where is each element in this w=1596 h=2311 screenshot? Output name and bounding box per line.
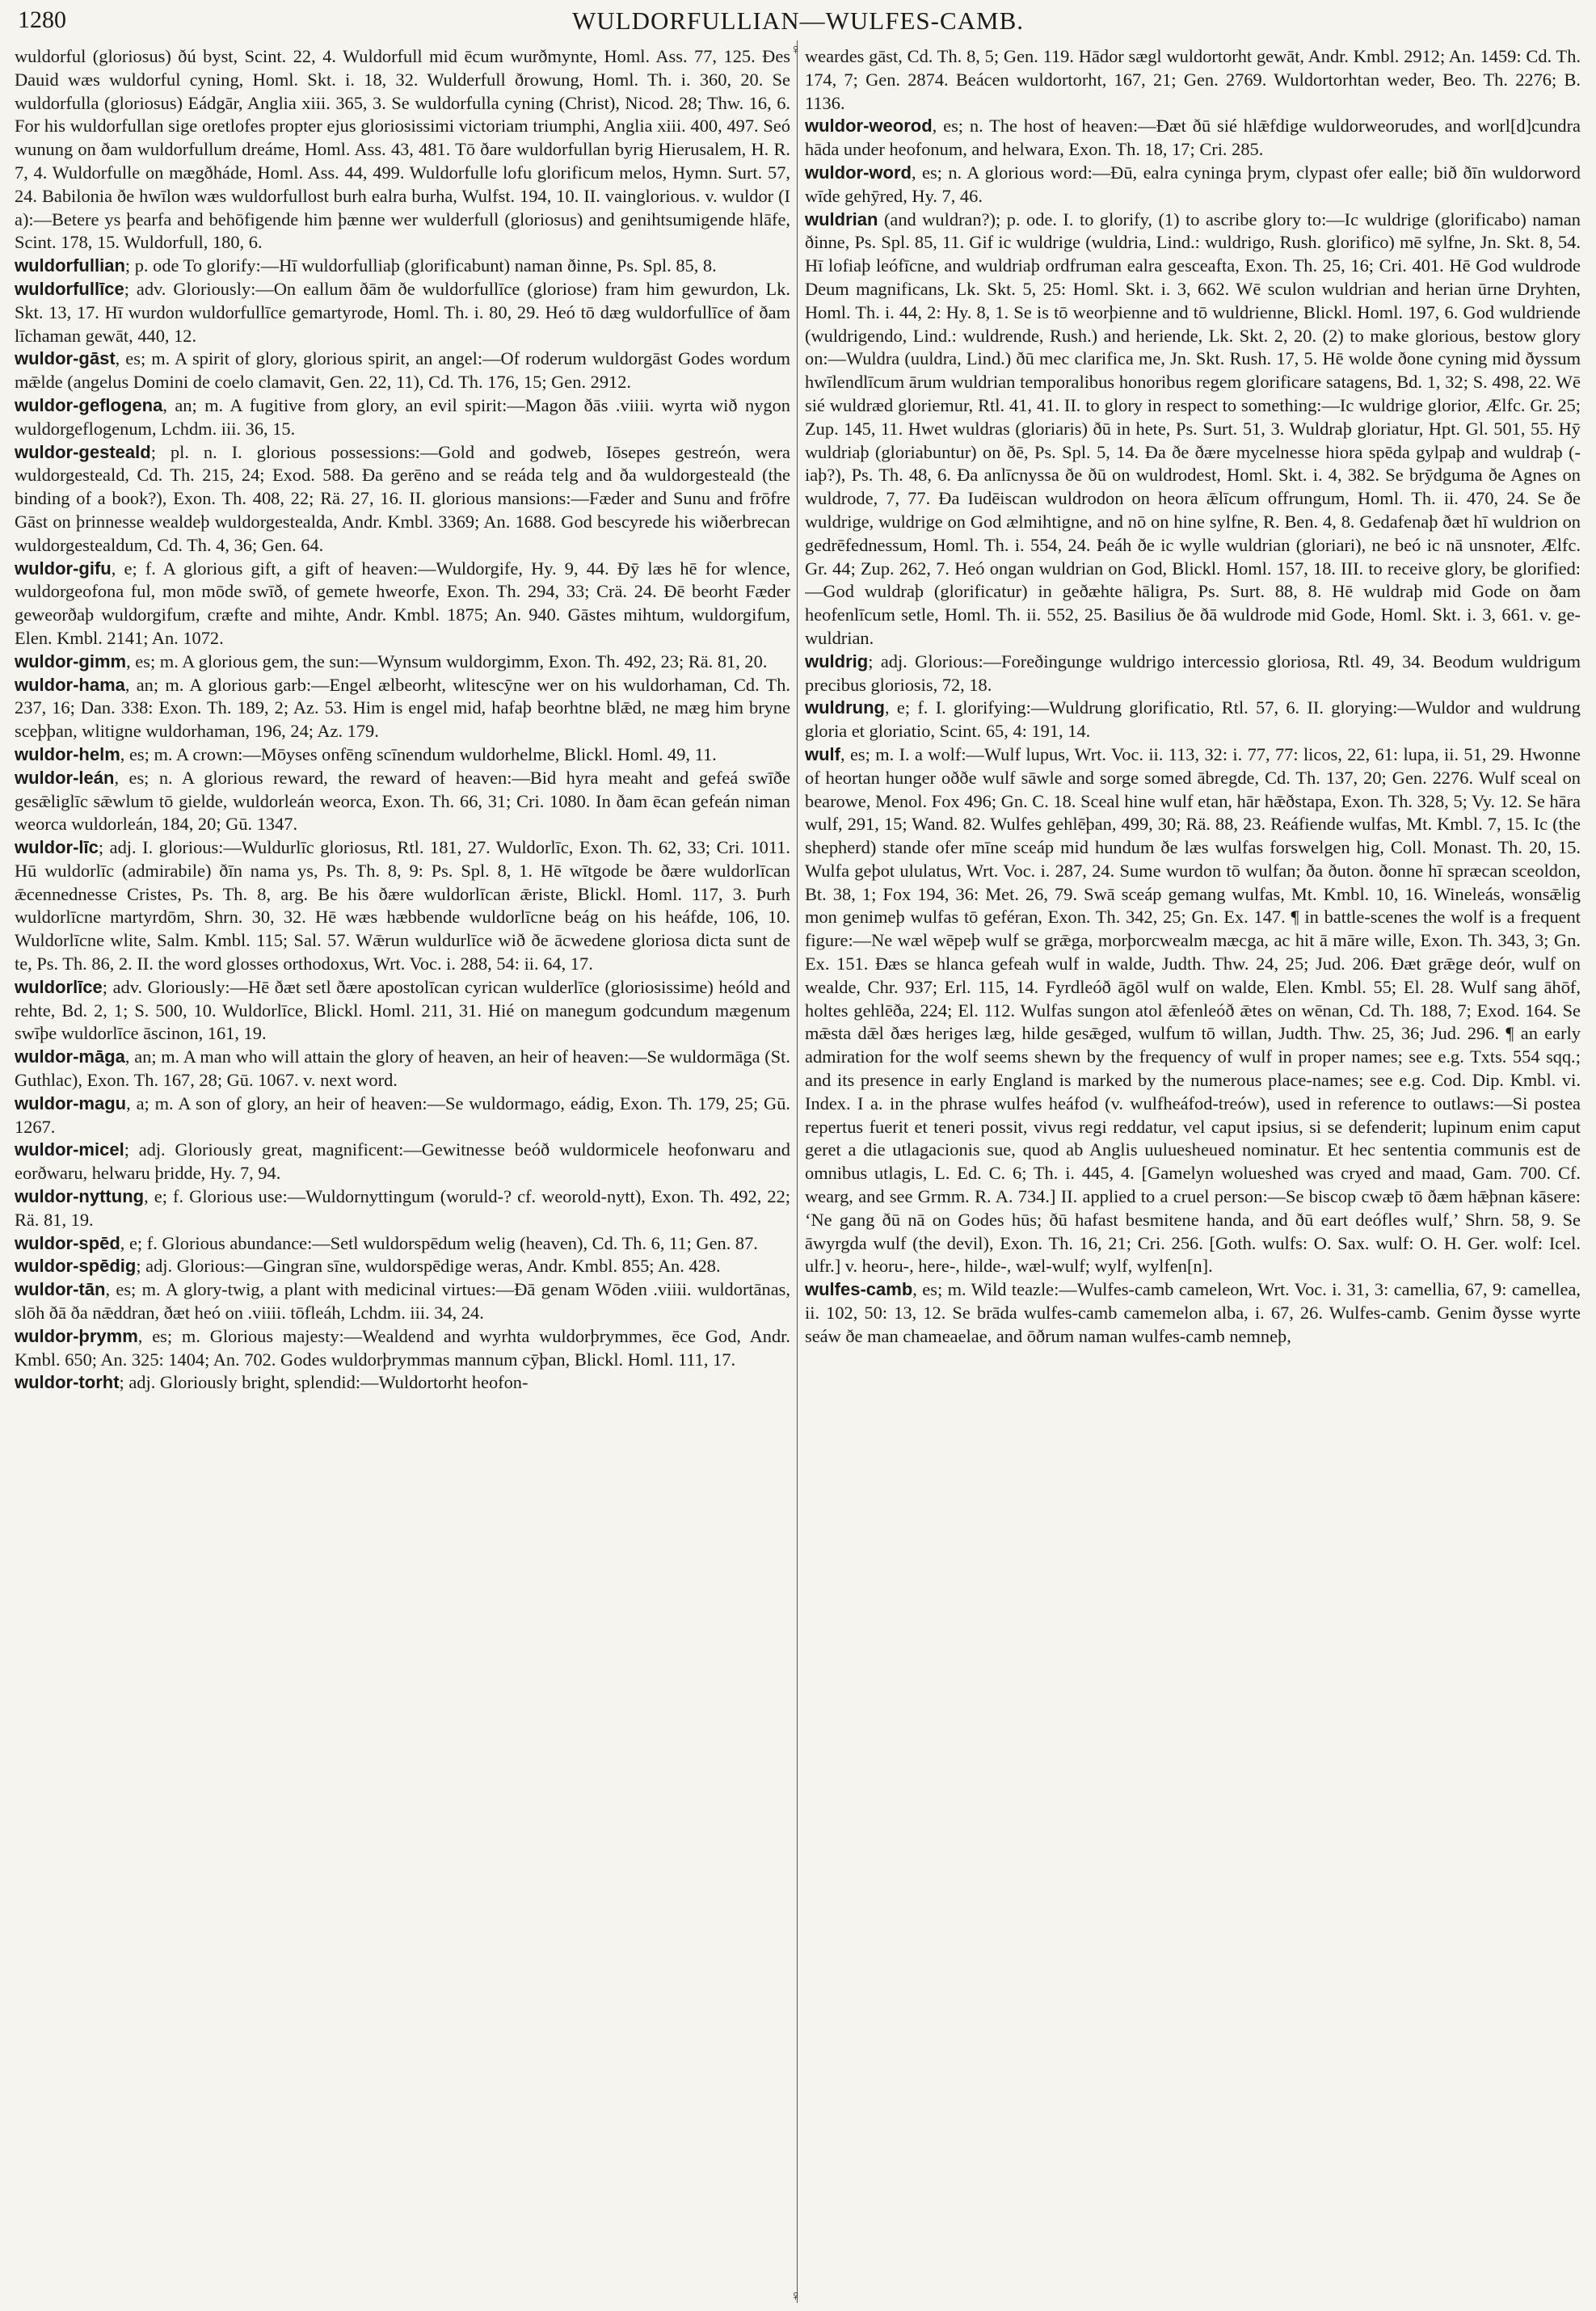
entry-headword: wuldor-word	[805, 162, 912, 183]
entry-body: weardes gāst, Cd. Th. 8, 5; Gen. 119. Hādor sægl wuldortorht gewāt, Andr. Kmbl. 2912; An. 1459: Cd. Th. 174, 7; Gen. 2874. Beácen wuldortorht, 167, 21; Gen. 2769. Wuldortorhtan weder, Beo. Th. 2276; B. 1136.	[805, 46, 1581, 113]
entry-body: ; adj. Glorious:—Foreðingunge wuldrigo intercessio gloriosa, Rtl. 49, 34. Beodum wuldrigum precibus gloriosis, 72, 18.	[805, 650, 1581, 695]
entry-body: , es; m. A glorious gem, the sun:—Wynsum wuldorgimm, Exon. Th. 492, 23; Rä. 81, 20.	[126, 650, 768, 671]
entry-headword: wuldor-þrymm	[15, 1325, 138, 1346]
left-entry	[15, 743, 790, 767]
entry-body: , es; m. A spirit of glory, glorious spirit, an angel:—Of roderum wuldorgāst Godes wordum mǣlde (angelus Domini de coelo clamavit, Gen. 22, 11), Cd. Th. 176, 15; Gen. 2912.	[15, 348, 790, 393]
entry-headword: wuldor-weorod	[805, 116, 933, 137]
entry-body: , es; m. Wild teazle:—Wulfes-camb cameleon, Wrt. Voc. i. 31, 3: camellia, 67, 9: camellea, ii. 102, 50: 13, 12. Se brāda wulfes-camb camemelon alba, i. 67, 26. Wulfes-camb. Genim ðysse wyrte seáw ðe man chameaelae, and ōðrum naman wulfes-camb nemneþ,	[805, 1279, 1581, 1346]
entry-headword: wuldor-gāst	[15, 348, 116, 369]
entry-body: ; pl. n. I. glorious possessions:—Gold and godweb, Iōsepes gestreón, wera wuldorgesteald, Cd. Th. 215, 24; Exod. 588. Ða gerēno and se reáda telg and ða wuldorgesteald (the binding of a book?), Exon. Th. 408, 22; Rä. 27, 16. II. glorious mansions:—Fæder and Sunu and frōfre Gāst on þrinnesse wealdeþ wuldorgestealda, Andr. Kmbl. 3369; An. 1688. God bescyrede his wiðerbrecan wuldorgestealdum, Cd. Th. 4, 36; Gen. 64.	[15, 441, 790, 555]
entry-body: wuldorful (gloriosus) ðú byst, Scint. 22, 4. Wuldorfull mid ēcum wurðmynte, Homl. Ass. 77, 125. Ðes Dauid wæs wuldorful cyning, Homl. Skt. i. 18, 32. Wulderfull ðrowung, Homl. Th. i. 360, 20. Se wuldorfulla (gloriosus) Eádgār, Anglia xiii. 365, 3. Se wuldorfulla cyning (Christ), Nicod. 28; Thw. 16, 6. For his wuldorfullan sige oretlofes propter ejus gloriosissimi victoriam triumphi, Anglia xiii. 400, 497. Seó wunung on ðam wuldorfullum dreáme, Homl. Ass. 43, 481. Tō ðare wuldorfullan byrig Hierusalem, H. R. 7, 4. Wuldorfulle on mægðháde, Homl. Ass. 44, 499. Wuldorfulle lofu glorificum melos, Hymn. Surt. 57, 24. Babilonia ðe hwīlon wæs wuldorfullost burh ealra burha, Wulfst. 194, 10. II. vaingloriοus. v. wuldor (I a):—Betere ys þearfa and behōfigende him þænne wer wulderfull (gloriosus) and genihtsumigende hlāfe, Scint. 178, 15. Wuldorfull, 180, 6.	[15, 46, 790, 253]
left-entry	[15, 441, 790, 558]
column-divider	[797, 40, 798, 2303]
left-entry	[15, 1371, 790, 1395]
right-entry	[805, 208, 1581, 650]
entry-headword: wuldor-spēd	[15, 1232, 120, 1253]
entry-headword: wuldrig	[805, 650, 869, 671]
running-header	[18, 6, 1578, 42]
entry-body: , es; n. A glorious word:—Ðū, ealra cyninga þrym, clypast ofer ealle; bið ðīn wuldorword wīde gehȳred, Hy. 7, 46.	[805, 162, 1581, 206]
entry-body: , an; m. A man who will attain the glory of heaven, an heir of heaven:—Se wuldormāga (St. Guthlac), Exon. Th. 167, 28; Gū. 1067. v. next word.	[15, 1046, 790, 1091]
entry-headword: wuldor-magu	[15, 1092, 127, 1113]
entry-headword: wuldor-geflogena	[15, 394, 163, 415]
right-entry	[805, 1278, 1581, 1348]
entry-headword: wuldor-helm	[15, 743, 120, 764]
right-column	[805, 45, 1581, 2300]
right-entry	[805, 697, 1581, 743]
entry-headword: wuldor-hama	[15, 674, 125, 695]
entry-body: ; adv. Gloriously:—Hē ðæt setl ðære apostolīcan cyrican wulderlīce (gloriosissime) heóld and rehte, Bd. 2, 1; S. 500, 10. Wuldorlīce, Blickl. Homl. 211, 31. Hié on manegum godcundum mægenum swīþe wuldorlīce āscinon, 161, 19.	[15, 976, 790, 1044]
entry-body: ; adj. Glorious:—Gingran sīne, wuldorspēdige weras, Andr. Kmbl. 855; An. 428.	[136, 1256, 721, 1277]
left-column	[15, 45, 790, 2300]
entry-body: , es; n. The host of heaven:—Ðæt ðū sié hlǣfdige wuldorweorudes, and worl[d]cundra hāda under heofonum, and helwara, Exon. Th. 18, 17; Cri. 285.	[805, 116, 1581, 160]
entry-headword: wuldor-tān	[15, 1279, 106, 1300]
entry-body: , es; m. Glorious majesty:—Wealdend and wyrhta wuldorþrymmes, ēce God, Andr. Kmbl. 650; An. 325: 1404; An. 702. Godes wuldorþrymmas mannum cȳþan, Blickl. Homl. 111, 17.	[15, 1325, 790, 1370]
entry-body: , e; f. Glorious use:—Wuldornyttingum (woruld-? cf. weorold-nytt), Exon. Th. 492, 22; Rä. 81, 19.	[15, 1186, 790, 1230]
entry-headword: wuldorfullian	[15, 255, 125, 276]
right-entry	[805, 650, 1581, 697]
entry-body: ; p. ode To glorify:—Hī wuldorfulliaþ (glorificabunt) naman ðinne, Ps. Spl. 85, 8.	[124, 255, 717, 276]
entry-headword: wuldrian	[805, 208, 878, 229]
left-entry	[15, 45, 790, 255]
entry-headword: wuldor-gifu	[15, 558, 112, 579]
entry-headword: wuldorfullīce	[15, 278, 124, 299]
left-entry	[15, 1139, 790, 1185]
left-entry	[15, 394, 790, 441]
entry-headword: wuldor-gesteald	[15, 441, 151, 462]
left-entry	[15, 1046, 790, 1092]
column-ornament-bottom: ♀	[790, 2288, 802, 2304]
entry-body: ; adv. Gloriously:—On eallum ðām ðe wuldorfullīce (gloriose) fram him gewurdon, Lk. Skt. 13, 17. Hī wurdon wuldorfullīce gemartyrode, Homl. Th. i. 80, 29. Heó tō dæg wuldorfullīce of ðam līchaman gewāt, 440, 12.	[15, 278, 790, 346]
right-entry	[805, 115, 1581, 162]
entry-headword: wuldrung	[805, 697, 885, 718]
left-entry	[15, 976, 790, 1046]
right-entry	[805, 45, 1581, 115]
running-title: WULDORFULLIAN—WULFES-CAMB.	[571, 6, 1024, 35]
right-entry	[805, 743, 1581, 1278]
entry-body: , an; m. A fugitive from glory, an evil spirit:—Magon ðās .viiii. wyrta wið nygon wuldorgeflogenum, Lchdm. iii. 36, 15.	[15, 394, 790, 439]
left-entry	[15, 836, 790, 976]
right-entry	[805, 162, 1581, 208]
entry-body: , es; m. A glory-twig, a plant with medicinal virtues:—Ðā genam Wōden .viiii. wuldortānas, slōh ðā ða nǣddran, ðæt heó on .viiii. tōfleáh, Lchdm. iii. 34, 24.	[15, 1279, 790, 1324]
entry-headword: wuldor-leán	[15, 767, 115, 788]
left-entry	[15, 1092, 790, 1139]
entry-headword: wuldor-torht	[15, 1372, 120, 1393]
entry-body: , a; m. A son of glory, an heir of heaven:—Se wuldormago, eádig, Exon. Th. 179, 25; Gū. 1267.	[15, 1092, 790, 1137]
entry-headword: wuldor-māga	[15, 1046, 125, 1067]
entry-body: , es; m. A crown:—Mōyses onfēng scīnendum wuldorhelme, Blickl. Homl. 49, 11.	[120, 743, 717, 764]
left-entry	[15, 1232, 790, 1256]
left-entry	[15, 1255, 790, 1278]
entry-body: , an; m. A glorious garb:—Engel ælbeorht, wlitescȳne wer on his wuldorhaman, Cd. Th. 237, 16; Dan. 338: Exon. Th. 189, 2; Az. 53. Him is engel mid, hafaþ beorhtne blǣd, ne mæg him bryne sceþþan, wlitigne wuldorhaman, 196, 24; Az. 179.	[15, 674, 790, 742]
left-entry	[15, 1278, 790, 1325]
entry-body: , es; n. A glorious reward, the reward of heaven:—Bid hyra meaht and gefeá swīðe gesǣliglīc sǣwlum tō gielde, wuldorleán weorca, Exon. Th. 66, 31; Cri. 1080. In ðam ēcan gefeán niman weorca wuldorleán, 184, 20; Gū. 1347.	[15, 767, 790, 835]
entry-body: ; adj. I. glorious:—Wuldurlīc gloriosus, Rtl. 181, 27. Wuldorlīc, Exon. Th. 62, 33; Cri. 1011. Hū wuldorlīc (admirabile) ðīn nama ys, Ps. Th. 8, 9: Ps. Spl. 8, 1. Hē wītgode be ðære wuldorlīcan ǣcennednesse Cristes, Ps. Th. 8, arg. Be his ðære wuldorlīcan ǣriste, Blickl. Homl. 117, 3. Þurh wuldorlīcne martyrdōm, Shrn. 30, 32. Hē wæs hæbbende wuldorlīcne beág on his heáfde, 106, 10. Wuldorlīcne wlite, Salm. Kmbl. 115; Sal. 57. Wǣrun wuldurlīce wið ðe ācwedene gloriosa dicta sunt de te, Ps. Th. 86, 2. II. the word glosses orthodoxus, Wrt. Voc. i. 288, 54: ii. 64, 17.	[15, 837, 790, 974]
left-entry	[15, 347, 790, 394]
left-entry	[15, 558, 790, 650]
left-entry	[15, 278, 790, 347]
entry-headword: wulfes-camb	[805, 1279, 913, 1300]
left-entry	[15, 1185, 790, 1232]
left-entry	[15, 767, 790, 836]
page-number: 1280	[18, 6, 66, 33]
left-entry	[15, 255, 790, 278]
left-entry	[15, 674, 790, 743]
entry-headword: wulf	[805, 743, 840, 764]
entry-headword: wuldor-nyttung	[15, 1186, 145, 1207]
entry-headword: wuldor-spēdig	[15, 1256, 137, 1277]
entry-headword: wuldor-gimm	[15, 650, 127, 671]
entry-body: (and wuldran?); p. ode. I. to glorify, (1) to ascribe glory to:—Ic wuldrige (glorificabo) naman ðinne, Ps. Spl. 85, 11. Gif ic wuldrige (wuldria, Lind.: wuldrigo, Rush. glorifico) mē sylfne, Jn. Skt. 8, 54. Hī lofiaþ leófīcne, and wuldriaþ ordfruman ealra gesceafta, Exon. Th. 25, 16; Cri. 401. Hē God wuldrode Deum magnificans, Lk. Skt. 5, 25: Homl. Skt. i. 3, 662. Wē sculon wuldrian and herian ūrne Dryhten, Homl. Th. i. 44, 2: Hy. 8, 1. Se is tō weorþienne and tō wuldrienne, Blickl. Homl. 197, 6. God wuldriende (wuldrigendo, Lind.: wuldrende, Rush.) and heriende, Lk. Skt. 2, 20. (2) to make glorious, bestow glory on:—Wuldra (uuldra, Lind.) ðū mec clarifica me, Jn. Skt. Rush. 17, 5. Hē wolde ðone cyning mid ðyssum hwīlendlīcum ārum wuldrian temporalibus honoribus regem glorificare satagens, Bd. 1, 32; S. 498, 22. Wē sié wuldræd gloriemur, Rtl. 41, 41. II. to glory in respect to something:—Ic wuldrige glorior, Ælfc. Gr. 25; Zup. 145, 11. Hwet wuldras (gloriaris) ðū in hete, Ps. Surt. 51, 3. Wuldraþ gloriatur, Hpt. Gl. 501, 55. Hȳ wuldriaþ (gloriabuntur) on ðē, Ps. Spl. 5, 14. Ða ðe ðære mycelnesse hiora spēda gylpaþ and wuldraþ (-iaþ?), Ps. Th. 48, 6. Ða anlīcnyssa ðe ðū on wuldrodest, Homl. Skt. i. 4, 382. Se brȳdguma ðe Agnes on wuldrode, 7, 77. Ða Iudēiscan wuldrodon on heora ǣlīcum offrungum, Homl. Th. ii. 470, 24. Se ðe wuldrige, wuldrige on God ælmihtigne, and nō on hine sylfne, R. Ben. 4, 8. Gedafenaþ ðæt hī wuldrion on gedrēfednessum, Homl. Th. i. 554, 24. Þeáh ðe ic wylle wuldrian (gloriari), ne beó ic nā unsnoter, Ælfc. Gr. 44; Zup. 262, 7. Heó ongan wuldrian on God, Blickl. Homl. 157, 18. III. to receive glory, be glorified:—God wuldraþ (glorificatur) in geðæhte hāligra, Ps. Surt. 88, 8. Hē wuldraþ mid Gode on ðam heofenlīcum setle, Homl. Th. ii. 552, 25. Basilius ðe ðā wuldrode mid Gode, Homl. Skt. i. 3, 661. v. ge-wuldrian.	[805, 208, 1581, 648]
entry-headword: wuldor-līc	[15, 837, 99, 858]
entry-headword: wuldorlīce	[15, 976, 103, 997]
entry-body: ; adj. Gloriously great, magnificent:—Gewitnesse beóð wuldormicele heofonwaru and eorðwaru, helwaru þridde, Hy. 7, 94.	[15, 1139, 790, 1184]
entry-body: , e; f. Glorious abundance:—Setl wuldorspēdum welig (heaven), Cd. Th. 6, 11; Gen. 87.	[120, 1232, 758, 1253]
left-entry	[15, 1325, 790, 1372]
entry-body: , es; m. I. a wolf:—Wulf lupus, Wrt. Voc. ii. 113, 32: i. 77, 77: licos, 22, 61: lupa, ii. 51, 29. Hwonne of heortan hunger oððe wulf sāwle and sorge somed ābregde, Cd. Th. 137, 20; Gen. 2276. Wulf sceal on bearowe, Menol. Fox 496; Gn. C. 18. Sceal hine wulf etan, hār hǣðstapa, Exon. Th. 328, 5; Vy. 12. Se hāra wulf, 291, 15; Wand. 82. Wulfes gehlēþan, 499, 30; Rä. 88, 23. Reáfiende wulfas, Mt. Kmbl. 7, 15. Ic (the shepherd) stande ofer mīne sceáp mid hundum ðe læs wulfas forswelgen hig, Coll. Monast. Th. 20, 15. Wulfa geþot ululatus, Wrt. Voc. i. 287, 24. Sume wurdon tō wulfan; ða ðuton. ðonne hī spræcan sceoldon, Bt. 38, 1; Fox 194, 36: Met. 26, 79. Swā sceáp gemang wulfas, Mt. Kmbl. 10, 16. Wineleás, wonsǣlig mon genimeþ wulfas tō geféran, Exon. Th. 342, 25; Gn. Ex. 147. ¶ in battle-scenes the wolf is a frequent figure:—Ne wæl wēpeþ wulf se grǣga, morþorcwealm mæcga, ac hit ā māre wille, Exon. Th. 343, 3; Gn. Ex. 151. Ðæs se hlanca gefeah wulf in walde, Judth. Thw. 24, 25; Jud. 206. Ðæt grǣge deór, wulf on wealde, Chr. 937; Erl. 115, 14. Fyrdleóð āgōl wulf on walde, Elen. Kmbl. 55; El. 28. Wulf sang āhōf, holtes gehlēða, 224; El. 112. Wulfas sungon atol ǣfenleóð ǣtes on wēnan, Cd. Th. 188, 7; Exod. 164. Se mǣsta dǣl ðæs heriges læg, hilde gesǣged, wulfum tō willan, Judth. Thw. 25, 36; Jud. 296. ¶ an early admiration for the wolf seems shewn by the frequency of wulf in proper names; see e.g. Txts. 554 sqq.; and its presence in early England is marked by the numerous place-names; see e.g. Cod. Dip. Kmbl. vi. Index. I a. in the phrase wulfes heáfod (v. wulfheáfod-treów), used in reference to outlaws:—Si postea repertus fuerit et teneri possit, vivus regi reddatur, vel caput ipsius, si se defenderit; lupinum enim caput geret a die utlagacionis sue, quod ab Anglis uuluesheued nominatur. Et hec sententia communis est de omnibus utlagis, L. Ed. C. 6; Th. i. 445, 4. [Gamelyn wolueshed was cryed and maad, Gam. 700. Cf. wearg, and see Grmm. R. A. 734.] II. applied to a cruel person:—Se biscop cwæþ tō ðæm hǣþnan kāsere: ‘Ne gang ðū nā on Godes hūs; ðū hafast besmitene handa, and ðū eart deófles wulf,’ Shrn. 58, 9. Se āwyrgda wulf (the devil), Exon. Th. 16, 21; Cri. 256. [Goth. wulfs: O. Sax. wulf: O. H. Ger. wolf: Icel. ulfr.] v. heoru-, here-, hilde-, wæl-wulf; wylf, wylfen[n].	[805, 743, 1581, 1277]
entry-body: , e; f. I. glorifying:—Wuldrung glorificatio, Rtl. 57, 6. II. glorying:—Wuldor and wuldrung gloria et gloriatio, Scint. 65, 4: 191, 14.	[805, 697, 1581, 742]
entry-body: ; adj. Gloriously bright, splendid:—Wuldortorht heofon-	[119, 1372, 528, 1393]
entry-body: , e; f. A glorious gift, a gift of heaven:—Wuldorgife, Hy. 9, 44. Ðȳ læs hē for wlence, wuldorgeofona ful, mon mōde swīð, of gemete hweorfe, Exon. Th. 294, 33; Crä. 24. Ðē beorht Fæder geweorðaþ wuldorgifum, cræfte and mihte, Andr. Kmbl. 1875; An. 940. Gāstes mihtum, wuldorgifum, Elen. Kmbl. 2141; An. 1072.	[15, 558, 790, 648]
entry-headword: wuldor-micel	[15, 1139, 124, 1160]
column-ornament-top: ♀	[790, 41, 802, 57]
left-entry	[15, 650, 790, 674]
